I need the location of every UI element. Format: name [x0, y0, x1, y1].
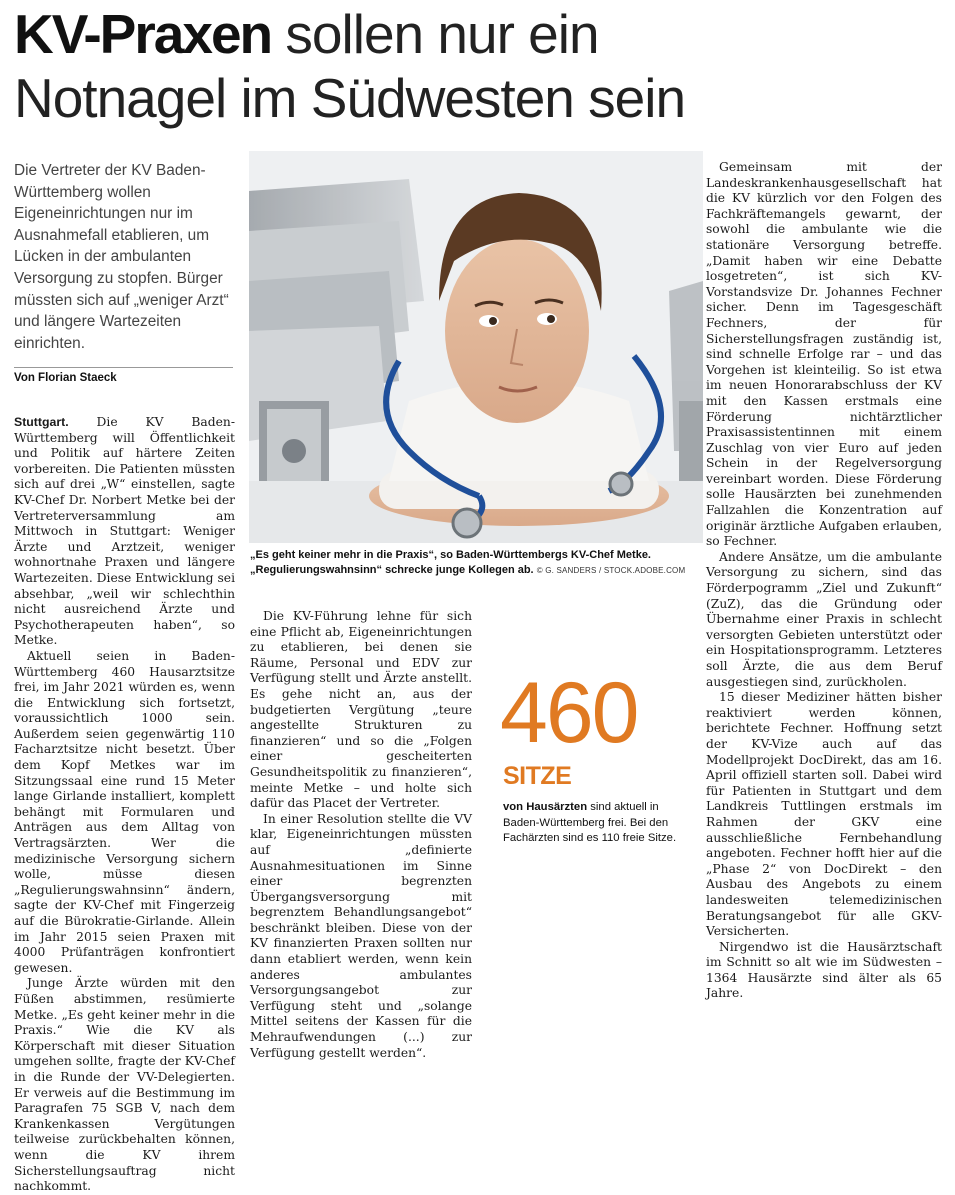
byline-divider: [14, 367, 233, 368]
caption-line-1: „Es geht keiner mehr in die Praxis“, so Baden-Württembergs KV-Chef Metke.: [250, 549, 651, 561]
paragraph: Nirgendwo ist die Hausärztschaft im Schnitt so alt wie im Südwesten – 1364 Hausärzte sind älter als 65 Jahre.: [706, 939, 942, 1001]
paragraph: Die KV-Führung lehne für sich eine Pflicht ab, Eigeneinrichtungen zu etablieren, bei denen sie Räume, Personal und EDV zur Verfügung stellt und Ärzte anstellt. Es gehe nicht an, aus der budgetierten Vergütung „teure angestellte Strukturen zu finanzieren“ und so die „Folgen einer gescheiterten Gesundheitspolitik zu finanzieren“, meinte Metke – und holte sich dafür das Placet der Vertreter.: [250, 609, 472, 811]
photo-credit: © G. SANDERS / STOCK.ADOBE.COM: [536, 566, 686, 575]
stat-text: sind aktuell in Baden-Württemberg frei. Bei den Fachärzten sind es 110 freie Sitze.: [503, 801, 677, 844]
paragraph: [14, 415, 235, 649]
headline-line2: Notnagel im Südwesten sein: [14, 67, 686, 129]
paragraph: Gemeinsam mit der Landeskrankenhausgesellschaft hat die KV kürzlich vor den Folgen des Fachkräftemangels gewarnt, der sowohl die ambulante wie die stationäre Versorgung betreffe. „Damit haben wir eine Debatte losgetreten“, ist sich KV-Vorstandsvize Dr. Johannes Fechner sicher. Denn im Tagesgeschäft Fechners, der für Sicherstellungsfragen zuständig ist, sind schnelle Erfolge rar – und das Vorgehen ist kleinteilig. So ist etwa im neuen Honorarabschluss der KV mit den Kassen erstmals eine Förderung nichtärztlicher Praxisassistentinnen mit einem Zuschlag von vier Euro auf jeden Schein in der Regelversorgung vereinbart worden. Diese Förderung solle Hausärzten bei zunehmenden Fallzahlen die Konzentration auf originär ärztliche Aufgaben erlauben, so Fechner.: [706, 160, 942, 549]
article-column-1: [14, 415, 235, 1195]
stat-number: 460: [500, 665, 638, 761]
article-column-2: [250, 609, 472, 1061]
caption-line-2: „Regulierungswahnsinn“ schrecke junge Kollegen ab.: [250, 564, 534, 576]
doctor-with-stethoscope-illustration: [249, 151, 703, 543]
paragraph: 15 dieser Mediziner hätten bisher reaktiviert werden können, berichtete Fechner. Hoffnung setzt der KV-Vize auch auf das Modellprojekt DocDirekt, das am 16. April offiziell starten soll. Dabei wird für Patienten in Stuttgart und dem Landkreis Tuttlingen erstmals im Rahmen der GKV eine ausschließliche Fernbehandlung angeboten. Fechner hofft hier auf die „Phase 2“ von DocDirekt – den Ausbau des Angebots zu einem landesweiten telemedizinischen Beratungsangebot für alle GKV-Versicherten.: [706, 690, 942, 939]
stat-description: [503, 800, 693, 847]
article-photo: [249, 151, 703, 543]
stat-unit: SITZE: [503, 762, 572, 790]
headline-line1: sollen nur ein: [271, 3, 599, 65]
paragraph: Junge Ärzte würden mit den Füßen abstimmen, resümierte Metke. „Es geht keiner mehr in die Praxis.“ Wie die KV als Körperschaft mit dieser Situation umgehen sollte, fragte der KV-Chef in die Runde der VV-Delegierten. Er verweis auf die Bestimmung im Paragrafen 75 SGB V, nach dem Krankenkassen Vergütungen teilweise zurückbehalten können, wenn die KV ihrem Sicherstellungsauftrag nicht nachkommt.: [14, 976, 235, 1194]
paragraph: Andere Ansätze, um die ambulante Versorgung zu sichern, sind das Förderpogramm „Ziel und Zukunft“ (ZuZ), das die Gründung oder Übernahme einer Praxis in schlecht versorgten Gebieten unterstützt oder ein Hospitationsprogramm. Letzteres soll Ärzte, die aus dem Beruf ausgestiegen sind, zurückholen.: [706, 549, 942, 689]
photo-caption: [250, 548, 702, 578]
headline: [14, 2, 944, 130]
article-column-3: [706, 160, 942, 1002]
dateline: Stuttgart.: [14, 415, 69, 429]
paragraph: Aktuell seien in Baden-Württemberg 460 Hausarztsitze frei, im Jahr 2021 würden es, wenn die Entwicklung sich fortsetzt, voraussichtlich 1000 sein. Außerdem seien gegenwärtig 110 Facharztsitze nicht besetzt. Über dem Kopf Metkes war im Sitzungssaal eine rund 15 Meter lange Girlande installiert, komplett behängt mit Formularen und Anträgen aus dem Alltag von Vertragsärzten. Wer die medizinische Versorgung sichern wolle, müsse diesen „Regulierungswahnsinn“ ändern, sagte der KV-Chef mit Fingerzeig auf die Bürokratie-Girlande. Allein im Jahr 2015 seien Praxen mit 4000 Prüfanträgen konfrontiert gewesen.: [14, 648, 235, 975]
paragraph: In einer Resolution stellte die VV klar, Eigeneinrichtungen müssten auf „definierte Ausnahmesituationen im Sinne einer begrenzten Übergangsversorgung mit begrenztem Behandlungsangebot“ beschränkt bleiben. Diese von der KV finanzierten Praxen sollten nur dann etabliert werden, wenn kein anderes ambulantes Versorgungsangebot zur Verfügung steht und „solange Mittel seitens der Kassen für die Mehraufwendungen (...) zur Verfügung gestellt werden“.: [250, 811, 472, 1060]
stat-lead: von Hausärzten: [503, 801, 588, 813]
paragraph-text: Die KV Baden-Württemberg will Öffentlichkeit und Politik auf härtere Zeiten vorbereiten. Die Patienten müssten sich auf drei „W“ einstellen, sagte KV-Chef Dr. Norbert Metke bei der Vertreterversammlung am Mittwoch in Stuttgart: Weniger Ärzte und Arztzeit, weniger wohnortnahe Praxen und längere Wartezeiten. Diese Entwicklung sei absehbar, „weil wir schlechthin nicht ausreichend Ärzte und Psychotherapeuten haben“, so Metke.: [14, 415, 235, 648]
byline: Von Florian Staeck: [14, 372, 117, 384]
intro-teaser: Die Vertreter der KV Baden-Württemberg wollen Eigeneinrichtungen nur im Ausnahmefall etablieren, um Lücken in der ambulanten Versorgung zu stopfen. Bürger müssten sich auf „weniger Arzt“ und längere Wartezeiten einrichten.: [14, 162, 229, 352]
headline-bold: KV-Praxen: [14, 3, 272, 65]
